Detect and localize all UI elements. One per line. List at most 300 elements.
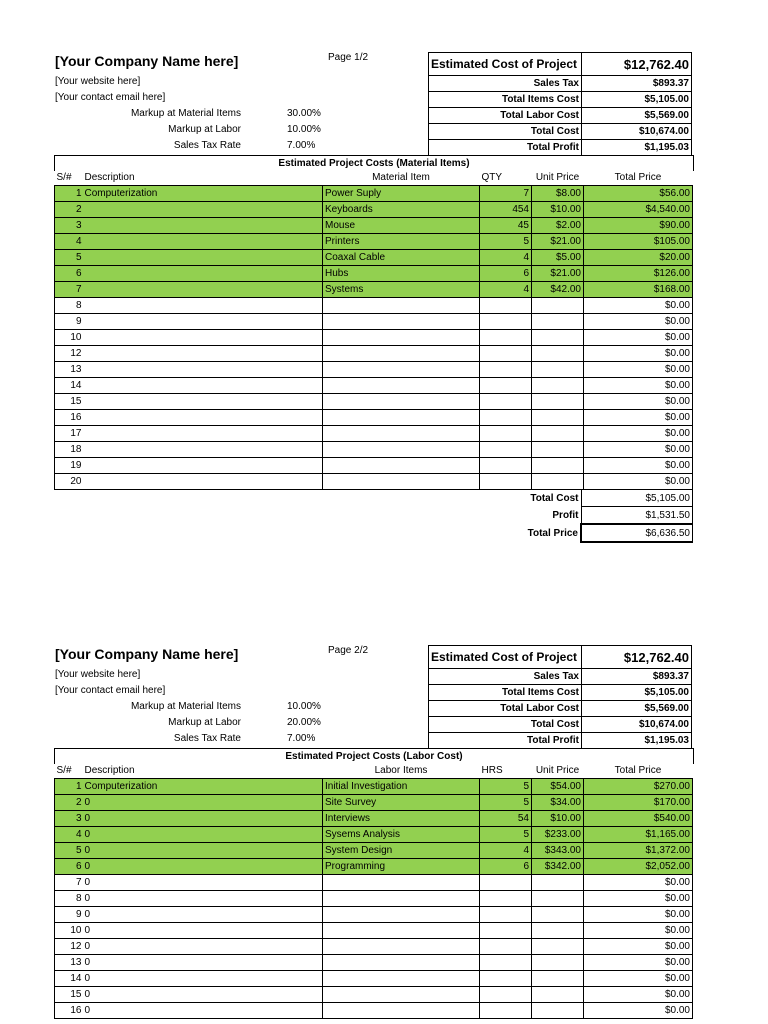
row-item [323, 891, 480, 907]
row-total-price: $1,165.00 [584, 827, 693, 843]
summary-value: $12,762.40 [582, 53, 692, 76]
row-total-price: $2,052.00 [584, 859, 693, 875]
row-unit-price [532, 907, 584, 923]
row-description [83, 474, 323, 490]
table-row [55, 987, 693, 1003]
summary-label: Sales Tax [429, 76, 582, 92]
page-number: Page 1/2 [328, 52, 369, 63]
table-row [55, 795, 693, 811]
row-unit-price: $10.00 [532, 202, 584, 218]
row-number: 15 [55, 987, 83, 1003]
row-item [323, 362, 480, 378]
row-number: 17 [55, 426, 83, 442]
table-row [55, 282, 693, 298]
row-unit-price [532, 410, 584, 426]
cost-summary [428, 645, 692, 749]
table-row [55, 234, 693, 250]
row-quantity: 4 [480, 843, 532, 859]
row-number: 10 [55, 330, 83, 346]
material-totals [428, 490, 693, 543]
row-unit-price: $2.00 [532, 218, 584, 234]
row-item [323, 1003, 480, 1019]
summary-value: $893.37 [582, 76, 692, 92]
row-unit-price: $10.00 [532, 811, 584, 827]
row-number: 6 [55, 266, 83, 282]
markup-labor-label: Markup at Labor [168, 717, 241, 728]
table-row [55, 218, 693, 234]
row-description [83, 234, 323, 250]
row-unit-price [532, 458, 584, 474]
markup-labor-label: Markup at Labor [168, 124, 241, 135]
row-quantity [480, 923, 532, 939]
row-total-price: $270.00 [584, 779, 693, 795]
row-unit-price: $21.00 [532, 266, 584, 282]
row-description: 0 [83, 987, 323, 1003]
summary-label: Total Cost [429, 717, 582, 733]
row-description [83, 282, 323, 298]
row-unit-price: $343.00 [532, 843, 584, 859]
row-description [83, 394, 323, 410]
row-total-price: $0.00 [584, 410, 693, 426]
row-description: 0 [83, 811, 323, 827]
header-qty: QTY [480, 170, 532, 186]
row-total-price: $4,540.00 [584, 202, 693, 218]
summary-value: $5,569.00 [582, 108, 692, 124]
row-total-price: $0.00 [584, 907, 693, 923]
row-description [83, 330, 323, 346]
row-unit-price [532, 298, 584, 314]
row-unit-price: $5.00 [532, 250, 584, 266]
header-item: Material Item [323, 170, 480, 186]
summary-value: $10,674.00 [582, 717, 692, 733]
row-item: Printers [323, 234, 480, 250]
totals-value: $1,531.50 [581, 507, 693, 525]
row-quantity [480, 907, 532, 923]
row-description: Computerization [83, 779, 323, 795]
table-row [55, 843, 693, 859]
row-total-price: $0.00 [584, 330, 693, 346]
row-number: 14 [55, 378, 83, 394]
row-description: 0 [83, 939, 323, 955]
website: [Your website here] [55, 669, 141, 680]
row-unit-price [532, 330, 584, 346]
row-total-price: $540.00 [584, 811, 693, 827]
row-number: 3 [55, 811, 83, 827]
summary-label: Estimated Cost of Project [429, 646, 582, 669]
row-quantity: 5 [480, 795, 532, 811]
row-quantity: 6 [480, 266, 532, 282]
totals-label: Total Price [527, 527, 578, 539]
row-item: Programming [323, 859, 480, 875]
row-quantity [480, 298, 532, 314]
summary-value: $12,762.40 [582, 646, 692, 669]
row-description: 0 [83, 795, 323, 811]
row-quantity: 5 [480, 779, 532, 795]
row-item [323, 987, 480, 1003]
row-number: 16 [55, 1003, 83, 1019]
tax-rate-value: 7.00% [287, 733, 316, 744]
row-description [83, 314, 323, 330]
row-description: 0 [83, 923, 323, 939]
row-description: 0 [83, 955, 323, 971]
row-item [323, 410, 480, 426]
row-total-price: $0.00 [584, 442, 693, 458]
row-number: 3 [55, 218, 83, 234]
row-unit-price [532, 971, 584, 987]
row-number: 12 [55, 939, 83, 955]
row-total-price: $0.00 [584, 955, 693, 971]
row-description [83, 202, 323, 218]
row-number: 16 [55, 410, 83, 426]
row-description: 0 [83, 859, 323, 875]
row-number: 9 [55, 907, 83, 923]
row-description [83, 442, 323, 458]
row-number: 5 [55, 843, 83, 859]
tax-rate-value: 7.00% [287, 140, 316, 151]
row-quantity: 54 [480, 811, 532, 827]
row-total-price: $168.00 [584, 282, 693, 298]
row-item [323, 314, 480, 330]
row-number: 1 [55, 779, 83, 795]
row-total-price: $0.00 [584, 939, 693, 955]
row-unit-price [532, 474, 584, 490]
row-number: 4 [55, 234, 83, 250]
row-number: 13 [55, 955, 83, 971]
header-total-price: Total Price [584, 170, 693, 186]
table-row [55, 362, 693, 378]
row-total-price: $0.00 [584, 971, 693, 987]
header-unit-price: Unit Price [532, 763, 584, 779]
row-description: 0 [83, 1003, 323, 1019]
cost-summary [428, 52, 692, 156]
row-quantity [480, 330, 532, 346]
row-description: 0 [83, 907, 323, 923]
row-quantity [480, 955, 532, 971]
row-description [83, 218, 323, 234]
row-item: Systems [323, 282, 480, 298]
row-total-price: $0.00 [584, 378, 693, 394]
row-quantity [480, 426, 532, 442]
website: [Your website here] [55, 76, 141, 87]
row-item [323, 907, 480, 923]
summary-label: Total Items Cost [429, 92, 582, 108]
summary-label: Total Items Cost [429, 685, 582, 701]
markup-material-label: Markup at Material Items [130, 701, 241, 712]
summary-value: $893.37 [582, 669, 692, 685]
row-item [323, 378, 480, 394]
table-row [55, 811, 693, 827]
markup-material-value: 10.00% [287, 701, 321, 712]
row-unit-price [532, 362, 584, 378]
row-number: 10 [55, 923, 83, 939]
row-quantity [480, 410, 532, 426]
summary-label: Total Labor Cost [429, 108, 582, 124]
table-row [55, 298, 693, 314]
row-unit-price [532, 394, 584, 410]
contact-email: [Your contact email here] [55, 92, 166, 103]
row-quantity [480, 971, 532, 987]
markup-material-label: Markup at Material Items [130, 108, 241, 119]
row-number: 7 [55, 282, 83, 298]
row-quantity: 454 [480, 202, 532, 218]
table-row [55, 330, 693, 346]
row-quantity [480, 891, 532, 907]
table-row [55, 458, 693, 474]
table-row [55, 314, 693, 330]
row-item: Mouse [323, 218, 480, 234]
table-row [55, 859, 693, 875]
row-total-price: $0.00 [584, 426, 693, 442]
row-quantity: 4 [480, 282, 532, 298]
row-total-price: $105.00 [584, 234, 693, 250]
row-unit-price: $233.00 [532, 827, 584, 843]
row-unit-price: $8.00 [532, 186, 584, 202]
row-total-price: $0.00 [584, 923, 693, 939]
table-row [55, 971, 693, 987]
page-number: Page 2/2 [328, 645, 369, 656]
row-description [83, 362, 323, 378]
row-item [323, 971, 480, 987]
row-number: 6 [55, 859, 83, 875]
row-quantity [480, 442, 532, 458]
table-title: Estimated Project Costs (Labor Cost) [54, 748, 694, 764]
row-unit-price [532, 987, 584, 1003]
row-description: 0 [83, 827, 323, 843]
row-unit-price: $21.00 [532, 234, 584, 250]
summary-value: $1,195.03 [582, 140, 692, 156]
row-quantity: 4 [480, 250, 532, 266]
row-number: 19 [55, 458, 83, 474]
row-total-price: $0.00 [584, 1003, 693, 1019]
row-item: System Design [323, 843, 480, 859]
row-number: 20 [55, 474, 83, 490]
summary-value: $5,569.00 [582, 701, 692, 717]
row-number: 7 [55, 875, 83, 891]
summary-value: $1,195.03 [582, 733, 692, 749]
row-total-price: $170.00 [584, 795, 693, 811]
row-item: Power Suply [323, 186, 480, 202]
summary-value: $5,105.00 [582, 685, 692, 701]
row-description [83, 378, 323, 394]
row-number: 2 [55, 795, 83, 811]
row-quantity [480, 314, 532, 330]
totals-value: $5,105.00 [581, 490, 693, 507]
totals-label: Total Cost [530, 492, 579, 504]
row-item [323, 955, 480, 971]
row-quantity [480, 346, 532, 362]
row-total-price: $0.00 [584, 362, 693, 378]
row-item [323, 875, 480, 891]
row-total-price: $0.00 [584, 394, 693, 410]
row-number: 4 [55, 827, 83, 843]
totals-label: Profit [552, 509, 579, 521]
header-description: Description [83, 170, 323, 186]
row-unit-price [532, 426, 584, 442]
table-row [55, 923, 693, 939]
header-sn: S/# [55, 763, 83, 779]
row-unit-price [532, 442, 584, 458]
row-description [83, 250, 323, 266]
row-description [83, 346, 323, 362]
row-quantity [480, 474, 532, 490]
row-item [323, 458, 480, 474]
summary-label: Total Labor Cost [429, 701, 582, 717]
row-total-price: $0.00 [584, 891, 693, 907]
row-unit-price: $54.00 [532, 779, 584, 795]
table-title: Estimated Project Costs (Material Items) [54, 155, 694, 171]
row-total-price: $0.00 [584, 875, 693, 891]
row-description: 0 [83, 843, 323, 859]
summary-label: Total Cost [429, 124, 582, 140]
table-row [55, 442, 693, 458]
tax-rate-label: Sales Tax Rate [173, 140, 241, 151]
row-description [83, 266, 323, 282]
row-number: 15 [55, 394, 83, 410]
row-quantity: 5 [480, 234, 532, 250]
row-total-price: $0.00 [584, 458, 693, 474]
row-unit-price [532, 923, 584, 939]
row-number: 2 [55, 202, 83, 218]
material-items-table [54, 170, 693, 490]
row-description: 0 [83, 891, 323, 907]
row-item [323, 394, 480, 410]
row-item: Initial Investigation [323, 779, 480, 795]
row-quantity [480, 875, 532, 891]
row-number: 5 [55, 250, 83, 266]
markup-material-value: 30.00% [287, 108, 321, 119]
row-item [323, 923, 480, 939]
row-item [323, 330, 480, 346]
row-unit-price [532, 378, 584, 394]
header-sn: S/# [55, 170, 83, 186]
row-quantity: 5 [480, 827, 532, 843]
row-item: Keyboards [323, 202, 480, 218]
table-row [55, 891, 693, 907]
row-unit-price [532, 891, 584, 907]
company-name: [Your Company Name here] [55, 646, 239, 662]
row-total-price: $0.00 [584, 474, 693, 490]
row-unit-price [532, 875, 584, 891]
header-unit-price: Unit Price [532, 170, 584, 186]
table-row [55, 426, 693, 442]
table-header [55, 170, 693, 186]
row-total-price: $126.00 [584, 266, 693, 282]
table-row [55, 202, 693, 218]
table-header [55, 763, 693, 779]
row-total-price: $0.00 [584, 298, 693, 314]
header-item: Labor Items [323, 763, 480, 779]
row-total-price: $0.00 [584, 987, 693, 1003]
row-unit-price [532, 1003, 584, 1019]
row-quantity: 7 [480, 186, 532, 202]
row-unit-price [532, 955, 584, 971]
row-quantity [480, 939, 532, 955]
row-description [83, 426, 323, 442]
row-total-price: $56.00 [584, 186, 693, 202]
markup-labor-value: 20.00% [287, 717, 321, 728]
row-unit-price [532, 939, 584, 955]
row-number: 12 [55, 346, 83, 362]
row-total-price: $1,372.00 [584, 843, 693, 859]
row-number: 14 [55, 971, 83, 987]
summary-label: Total Profit [429, 733, 582, 749]
row-unit-price [532, 346, 584, 362]
table-row [55, 779, 693, 795]
row-unit-price: $34.00 [532, 795, 584, 811]
row-total-price: $0.00 [584, 346, 693, 362]
markup-labor-value: 10.00% [287, 124, 321, 135]
row-quantity [480, 987, 532, 1003]
row-description: 0 [83, 971, 323, 987]
row-number: 9 [55, 314, 83, 330]
row-quantity [480, 458, 532, 474]
row-item: Sysems Analysis [323, 827, 480, 843]
row-total-price: $20.00 [584, 250, 693, 266]
header-description: Description [83, 763, 323, 779]
row-number: 8 [55, 298, 83, 314]
table-row [55, 378, 693, 394]
summary-value: $5,105.00 [582, 92, 692, 108]
row-item: Interviews [323, 811, 480, 827]
row-quantity: 6 [480, 859, 532, 875]
table-row [55, 410, 693, 426]
row-number: 18 [55, 442, 83, 458]
row-item: Hubs [323, 266, 480, 282]
table-row [55, 875, 693, 891]
contact-email: [Your contact email here] [55, 685, 166, 696]
row-number: 13 [55, 362, 83, 378]
header-total-price: Total Price [584, 763, 693, 779]
table-row [55, 474, 693, 490]
row-quantity [480, 394, 532, 410]
row-item [323, 426, 480, 442]
tax-rate-label: Sales Tax Rate [173, 733, 241, 744]
row-description: 0 [83, 875, 323, 891]
row-quantity: 45 [480, 218, 532, 234]
row-item [323, 346, 480, 362]
company-name: [Your Company Name here] [55, 53, 239, 69]
table-row [55, 939, 693, 955]
table-row [55, 266, 693, 282]
summary-label: Sales Tax [429, 669, 582, 685]
row-total-price: $90.00 [584, 218, 693, 234]
row-item [323, 474, 480, 490]
table-row [55, 827, 693, 843]
row-number: 8 [55, 891, 83, 907]
row-description [83, 458, 323, 474]
table-row [55, 186, 693, 202]
row-item [323, 442, 480, 458]
row-description: Computerization [83, 186, 323, 202]
row-total-price: $0.00 [584, 314, 693, 330]
row-unit-price [532, 314, 584, 330]
row-item [323, 939, 480, 955]
summary-value: $10,674.00 [582, 124, 692, 140]
row-item [323, 298, 480, 314]
row-number: 1 [55, 186, 83, 202]
table-row [55, 955, 693, 971]
summary-label: Total Profit [429, 140, 582, 156]
summary-label: Estimated Cost of Project [429, 53, 582, 76]
row-unit-price: $42.00 [532, 282, 584, 298]
row-item: Site Survey [323, 795, 480, 811]
table-row [55, 394, 693, 410]
row-description [83, 410, 323, 426]
row-item: Coaxal Cable [323, 250, 480, 266]
header-hrs: HRS [480, 763, 532, 779]
row-unit-price: $342.00 [532, 859, 584, 875]
table-row [55, 250, 693, 266]
